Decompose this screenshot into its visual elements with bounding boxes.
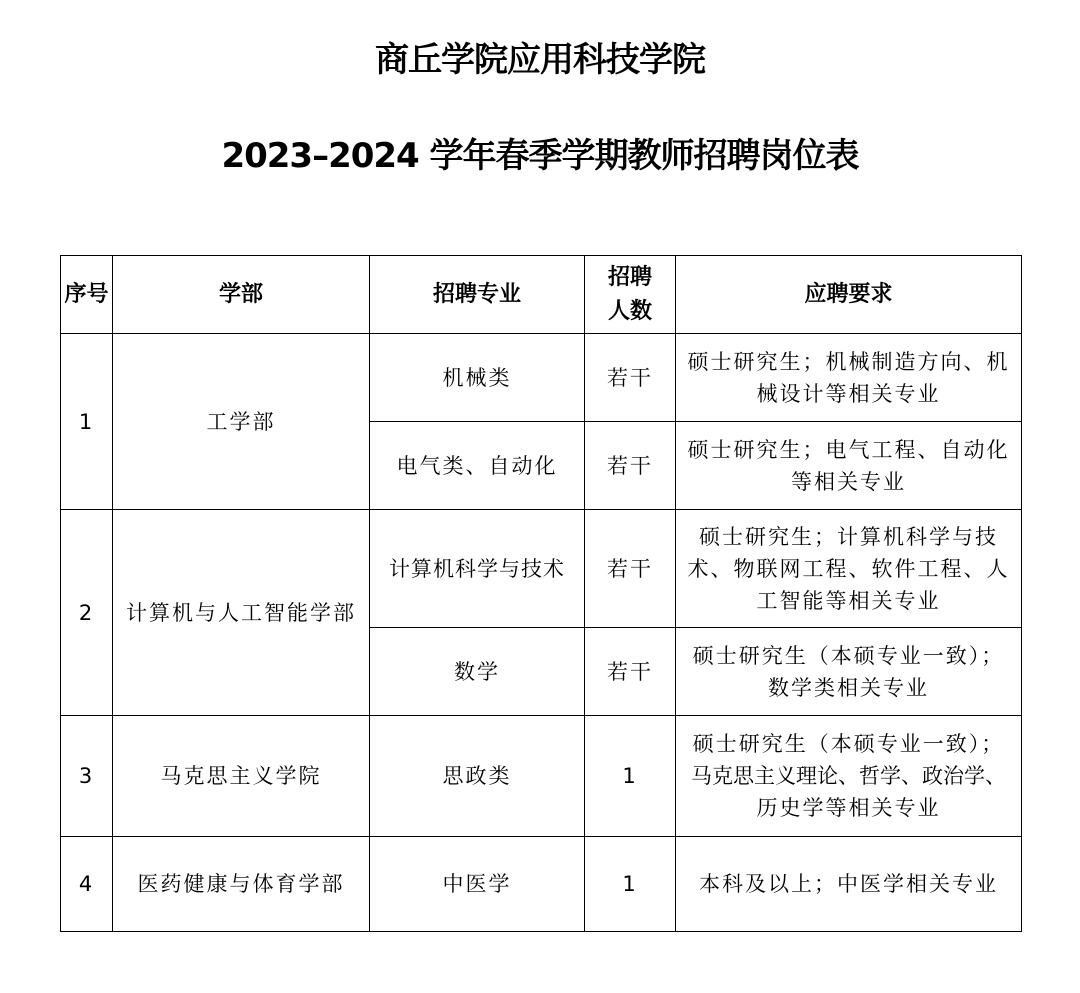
row-count: 若干: [585, 510, 676, 628]
table-row: [61, 716, 1022, 837]
row-requirements: [676, 628, 1022, 716]
table-row: [61, 334, 1022, 422]
row-requirements: [676, 716, 1022, 837]
row-requirements: [676, 334, 1022, 422]
requirements-line: 本科及以上；中医学相关专业: [699, 872, 998, 896]
row-major: 数学: [370, 628, 585, 716]
requirements-line: 历史学等相关专业: [756, 796, 941, 820]
header-count: [585, 256, 676, 334]
header-count-line2: 人数: [607, 298, 652, 324]
header-requirements: 应聘要求: [676, 256, 1022, 334]
requirements-line: 械设计等相关专业: [756, 381, 941, 406]
row-count: 若干: [585, 628, 676, 716]
row-major: 思政类: [370, 716, 585, 837]
requirements-line: 硕士研究生；电气工程、自动化: [687, 437, 1010, 462]
row-major: 中医学: [370, 837, 585, 932]
row-department: 医药健康与体育学部: [113, 837, 370, 932]
requirements-line: 硕士研究生；计算机科学与技: [699, 524, 998, 549]
row-count: 1: [585, 837, 676, 932]
row-requirements: [676, 422, 1022, 510]
row-index: 4: [61, 837, 113, 932]
requirements-line: 数学类相关专业: [768, 675, 929, 700]
requirements-line: 硕士研究生；机械制造方向、机: [687, 349, 1010, 374]
row-department: 工学部: [113, 334, 370, 510]
header-department: 学部: [113, 256, 370, 334]
row-department: 计算机与人工智能学部: [113, 510, 370, 716]
document-title: 商丘学院应用科技学院: [375, 40, 705, 80]
row-requirements: [676, 510, 1022, 628]
row-count: 1: [585, 716, 676, 837]
requirements-line: 马克思主义理论、哲学、政治学、: [691, 764, 1006, 788]
row-department: 马克思主义学院: [113, 716, 370, 837]
table-header-row: [61, 256, 1022, 334]
header-major: 招聘专业: [370, 256, 585, 334]
header-index: 序号: [61, 256, 113, 334]
requirements-line: 术、物联网工程、软件工程、人: [687, 556, 1010, 581]
requirements-line: 硕士研究生（本硕专业一致）；: [692, 643, 1005, 668]
requirements-line: 工智能等相关专业: [756, 588, 941, 613]
row-major: 电气类、自动化: [370, 422, 585, 510]
requirements-line: 等相关专业: [791, 469, 906, 494]
requirements-line: 硕士研究生（本硕专业一致）；: [692, 732, 1005, 756]
header-count-line1: 招聘: [607, 264, 652, 290]
row-index: 3: [61, 716, 113, 837]
table-row: [61, 837, 1022, 932]
row-index: 2: [61, 510, 113, 716]
recruitment-table: [60, 255, 1022, 932]
row-major: 计算机科学与技术: [370, 510, 585, 628]
row-count: 若干: [585, 422, 676, 510]
row-count: 若干: [585, 334, 676, 422]
row-requirements: [676, 837, 1022, 932]
document-subtitle: 2023–2024 学年春季学期教师招聘岗位表: [221, 136, 859, 176]
row-index: 1: [61, 334, 113, 510]
row-major: 机械类: [370, 334, 585, 422]
table-row: [61, 510, 1022, 628]
